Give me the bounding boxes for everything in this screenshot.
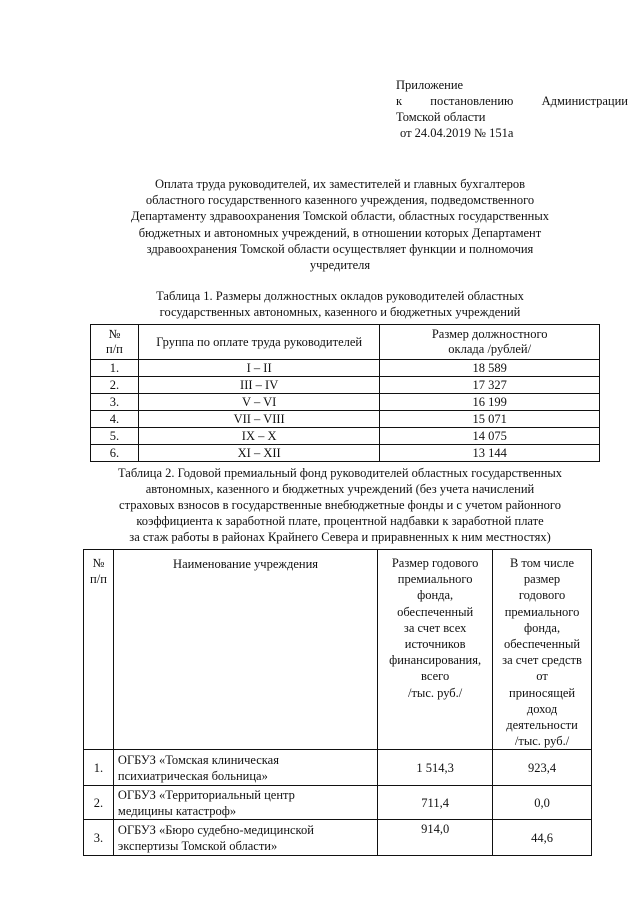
table-row — [84, 820, 592, 856]
row-num: 3. — [91, 394, 139, 411]
caption-line: государственных автономных, казенного и бюджетных учреждений — [159, 305, 521, 319]
document-title — [70, 176, 610, 273]
row-institution: ОГБУЗ «Бюро судебно-медицинской экспертизы Томской области» — [113, 820, 377, 856]
appendix-line-4: от 24.04.2019 № 151а — [400, 126, 514, 140]
table1-caption — [60, 288, 620, 320]
row-salary: 15 071 — [380, 411, 600, 428]
table-row — [84, 750, 592, 786]
table-row — [91, 377, 600, 394]
header-group: Группа по оплате труда руководителей — [138, 325, 380, 360]
title-line: здравоохранения Томской области осуществляет функции и полномочия — [146, 241, 534, 256]
title-line: Оплата труда руководителей, их заместителей и главных бухгалтеров — [154, 177, 526, 191]
row-fund-total: 914,0 — [378, 820, 493, 856]
caption-line: Таблица 1. Размеры должностных окладов руководителей областных — [156, 289, 524, 303]
row-num: 1. — [91, 360, 139, 377]
table-header-row — [84, 550, 592, 750]
caption-line: коэффициента к заработной плате, процентной надбавки к заработной плате — [136, 514, 544, 528]
header-fund-income: В том числе размер годового премиального фонда, обеспеченный за счет средств от приносящей доход деятельности /тыс. руб./ — [493, 550, 592, 750]
caption-line: Таблица 2. Годовой премиальный фонд руководителей областных государственных — [117, 466, 563, 480]
row-group: IX – X — [138, 428, 380, 445]
appendix-block — [396, 77, 628, 141]
table-row — [91, 411, 600, 428]
table2-caption — [60, 465, 620, 545]
row-fund-income: 923,4 — [493, 750, 592, 786]
appendix-line-1: Приложение — [396, 78, 464, 92]
appendix-word: постановлению — [430, 94, 514, 108]
row-group: V – VI — [138, 394, 380, 411]
table1-salaries — [90, 324, 600, 462]
row-group: III – IV — [138, 377, 380, 394]
header-fund-total: Размер годового премиального фонда, обеспеченный за счет всех источников финансирования, всего /тыс. руб./ — [378, 550, 493, 750]
table-row — [91, 394, 600, 411]
appendix-word: к — [396, 94, 403, 108]
title-line: областного государственного казенного учреждения, подведомственного — [145, 193, 535, 208]
title-line: Департаменту здравоохранения Томской области, областных государственных — [130, 209, 549, 224]
row-num: 5. — [91, 428, 139, 445]
row-fund-income: 44,6 — [493, 820, 592, 856]
title-line: учредителя — [309, 258, 371, 273]
row-salary: 14 075 — [380, 428, 600, 445]
row-num: 4. — [91, 411, 139, 428]
row-num: 3. — [84, 820, 114, 856]
appendix-line-2 — [396, 93, 628, 109]
row-num: 1. — [84, 750, 114, 786]
header-num: № п/п — [84, 550, 114, 750]
table-row — [91, 445, 600, 462]
row-num: 6. — [91, 445, 139, 462]
row-group: VII – VIII — [138, 411, 380, 428]
table-header-row — [91, 325, 600, 360]
row-institution: ОГБУЗ «Томская клиническая психиатрическая больница» — [113, 750, 377, 786]
header-institution: Наименование учреждения — [113, 550, 377, 750]
row-group: I – II — [138, 360, 380, 377]
row-fund-total: 711,4 — [378, 786, 493, 820]
row-fund-income: 0,0 — [493, 786, 592, 820]
table-row — [91, 428, 600, 445]
row-group: XI – XII — [138, 445, 380, 462]
row-fund-total: 1 514,3 — [378, 750, 493, 786]
table-row — [84, 786, 592, 820]
row-salary: 13 144 — [380, 445, 600, 462]
row-salary: 17 327 — [380, 377, 600, 394]
title-line: бюджетных и автономных учреждений, в отношении которых Департамент — [138, 225, 542, 240]
appendix-line-3: Томской области — [396, 110, 486, 124]
row-salary: 16 199 — [380, 394, 600, 411]
appendix-word: Администрации — [541, 94, 628, 108]
header-salary: Размер должностного оклада /рублей/ — [380, 325, 600, 360]
row-salary: 18 589 — [380, 360, 600, 377]
table2-bonus-fund — [83, 549, 592, 856]
header-num: № п/п — [91, 325, 139, 360]
row-num: 2. — [84, 786, 114, 820]
caption-line: автономных, казенного и бюджетных учреждений (без учета начислений — [145, 482, 535, 496]
row-num: 2. — [91, 377, 139, 394]
row-institution: ОГБУЗ «Территориальный центр медицины катастроф» — [113, 786, 377, 820]
table-row — [91, 360, 600, 377]
caption-line: за стаж работы в районах Крайнего Севера и приравненных к ним местностях) — [129, 530, 551, 544]
caption-line: страховых взносов в государственные внебюджетные фонды и с учетом районного — [119, 498, 561, 512]
